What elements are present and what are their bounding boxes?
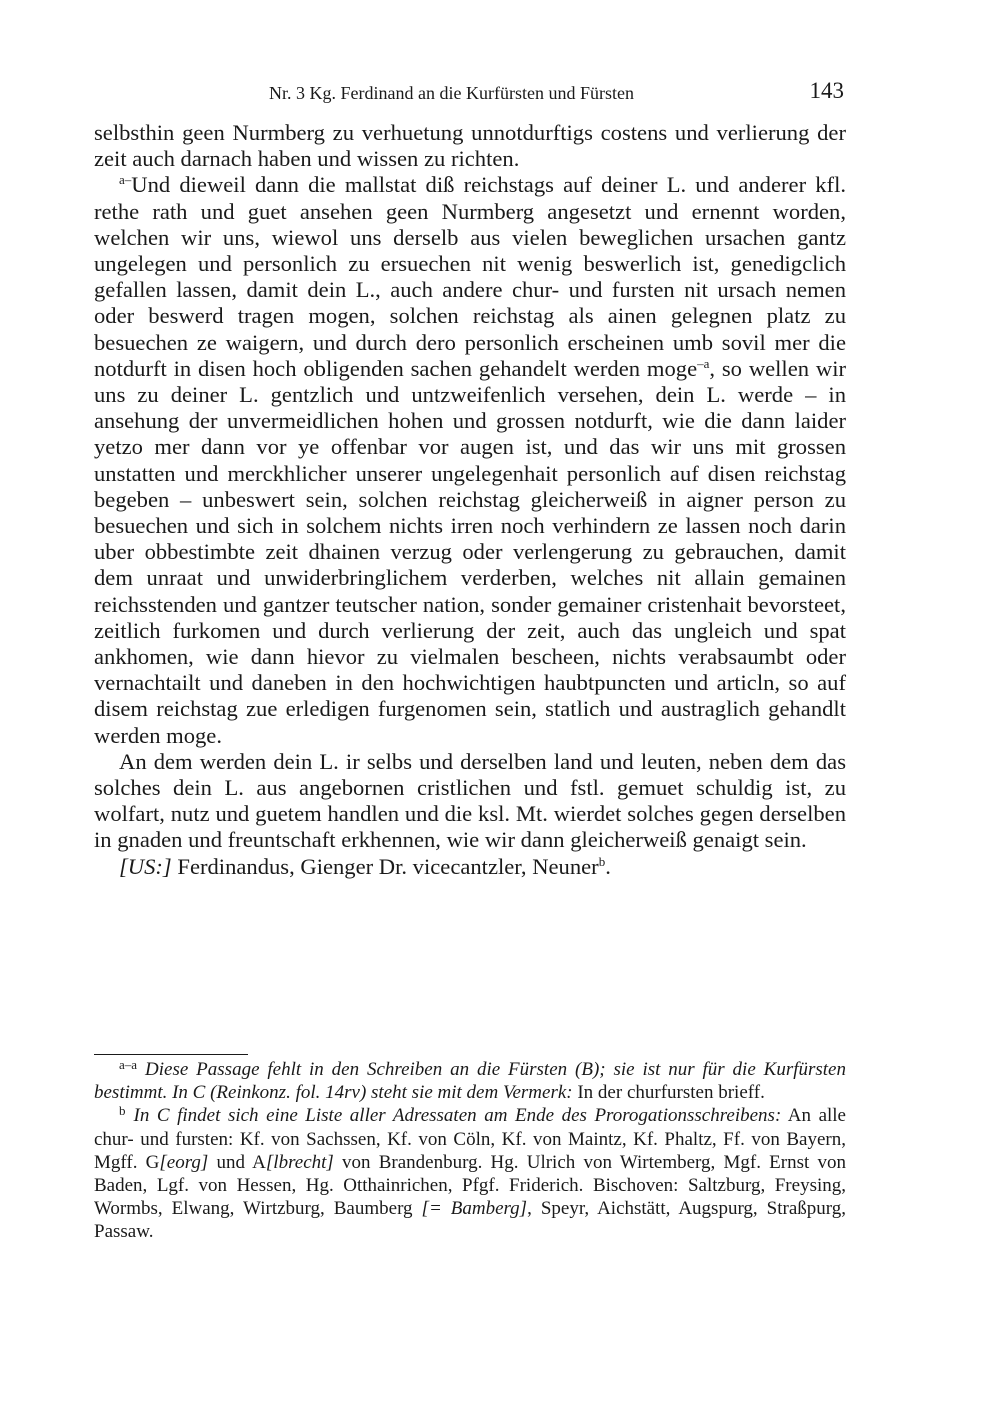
signature-label: [US:]: [119, 853, 172, 879]
footnote-a-italic: Diese Passage fehlt in den Schreiben an die Fürsten (B); sie ist nur für die Kurfürsten bestimmt. In C (Reinkonz. fol. 14rv) steht sie mit dem Vermerk:: [94, 1059, 846, 1104]
running-header: [94, 80, 846, 108]
footnote-b-italic: In C findet sich eine Liste aller Adressaten am Ende des Prorogationsschreibens:: [133, 1105, 782, 1127]
paragraph-2: [94, 172, 846, 748]
footnote-a: [94, 1058, 846, 1104]
footnote-a-mark: a–a: [119, 1057, 138, 1072]
footnote-b-mark: b: [119, 1103, 126, 1119]
paragraph-1: selbsthin geen Nurmberg zu verhuetung unnotdurftigs costens und verlierung der zeit auch darnach haben und wissen zu richten.: [94, 120, 846, 172]
footnote-mark-a-open: a–: [119, 172, 132, 188]
footnotes: [94, 1058, 846, 1244]
paragraph-2-text: Und dieweil dann die mallstat diß reichstags auf deiner L. und anderer kfl. rethe rath und guet ansehen geen Nurmberg angesetzt und ernennt worden, welchen wir uns, wiewol uns derselb aus vielen beweglichen ursachen gantz ungelegen und personlich zu ersuechen nit wenig beswerlich ist, genedigclich gefallen lassen, damit dein L., auch andere chur- und fursten nit ursach nemen oder beswerd tragen mogen, solchen reichstag als ainen gelegnen platz zu besuechen ze waigern, und durch dero personlich erscheinen umb sovil mer die notdurft in disen hoch obligenden sachen gehandelt werden moge: [94, 172, 846, 381]
signature-end: .: [605, 853, 611, 879]
footnote-mark-b: b: [598, 853, 606, 869]
paragraph-3: An dem werden dein L. ir selbs und derselben land und leuten, neben dem das solches dein L. aus angebornen cristlichen und fstl. gemuet schuldig ist, zu wolfart, nutz und guetem handlen und die ksl. Mt. wierdet solches gegen derselben in gnaden und freuntschaft erkhennen, wie wir dann gleicherweiß genaigt sein.: [94, 748, 846, 853]
footnote-b-text-1: An alle chur- und fursten: Kf. von Sachssen, Kf. von Cöln, Kf. von Maintz, Kf. Phaltz, Ff. von Bayern, Mgff. G: [94, 1105, 846, 1173]
footnote-b: [94, 1104, 846, 1243]
footnote-b-text-2: und A: [208, 1151, 266, 1173]
footnote-a-text: In der churfursten brieff.: [572, 1082, 765, 1104]
footnote-mark-a-close: –a: [697, 355, 710, 371]
signature-text: Ferdinandus, Gienger Dr. vicecantzler, Neuner: [171, 853, 599, 879]
footnote-rule: [94, 1054, 248, 1055]
footnote-b-italic-3: [lbrecht]: [265, 1151, 334, 1173]
paragraph-2-rest: , so wellen wir uns zu deiner L. gentzlich und untzweifenlich versehen, dein L. werde – in ansehung der unvermeidlichen hohen und grossen notdurft, wie die dann laider yetzo mer dann vor ye offenbar vor augen ist, und das wir uns mit grossen unstatten und merckhlicher unserer ungelegenhait personlich auf disen reichstag begeben – unbeswert sein, solchen reichstag gleicherweiß in aigner person zu besuechen und sich in solchem nichts irren noch verhindern ze lassen noch darin uber obbestimbte zeit dhainen verzug oder verlengerung zu gebrauchen, damit dem unraat und unwiderbringlichem verderben, welches nit allain gemainen reichsstenden und gantzer teutscher nation, sonder gemainer cristenhait bevorsteet, zeitlich furkomen und durch verlierung der zeit, auch das ungleich und spat ankhomen, wie dann hievor zu vielmalen bescheen, nichts verabsaumbt oder vernachtailt und daneben in den hochwichtigen haubtpuncten und articln, so auf disem reichstag zue erledigen furgenomen sein, statlich und austraglich gehandlt werden moge.: [94, 355, 846, 748]
footnote-b-text-3: von Brandenburg. Hg. Ulrich von Wirtemberg, Mgf. Ernst von Baden, Lgf. von Hessen, Hg. Otthainrichen, Pfgf. Friderich. Bischoven: Saltzburg, Freysing, Wormbs, Elwang, Wirtzburg, Baumberg: [94, 1151, 846, 1220]
running-title: Nr. 3 Kg. Ferdinand an die Kurfürsten und Fürsten: [269, 83, 634, 103]
main-text: [94, 120, 846, 880]
footnote-b-italic-2: [eorg]: [159, 1151, 209, 1173]
page-number: 143: [809, 78, 844, 103]
footnote-b-italic-4: [= Bamberg]: [421, 1198, 528, 1220]
footnote-b-text-4: , Speyr, Aichstätt, Augspurg, Straßpurg, Passaw.: [94, 1198, 847, 1243]
signature-line: [94, 854, 846, 880]
